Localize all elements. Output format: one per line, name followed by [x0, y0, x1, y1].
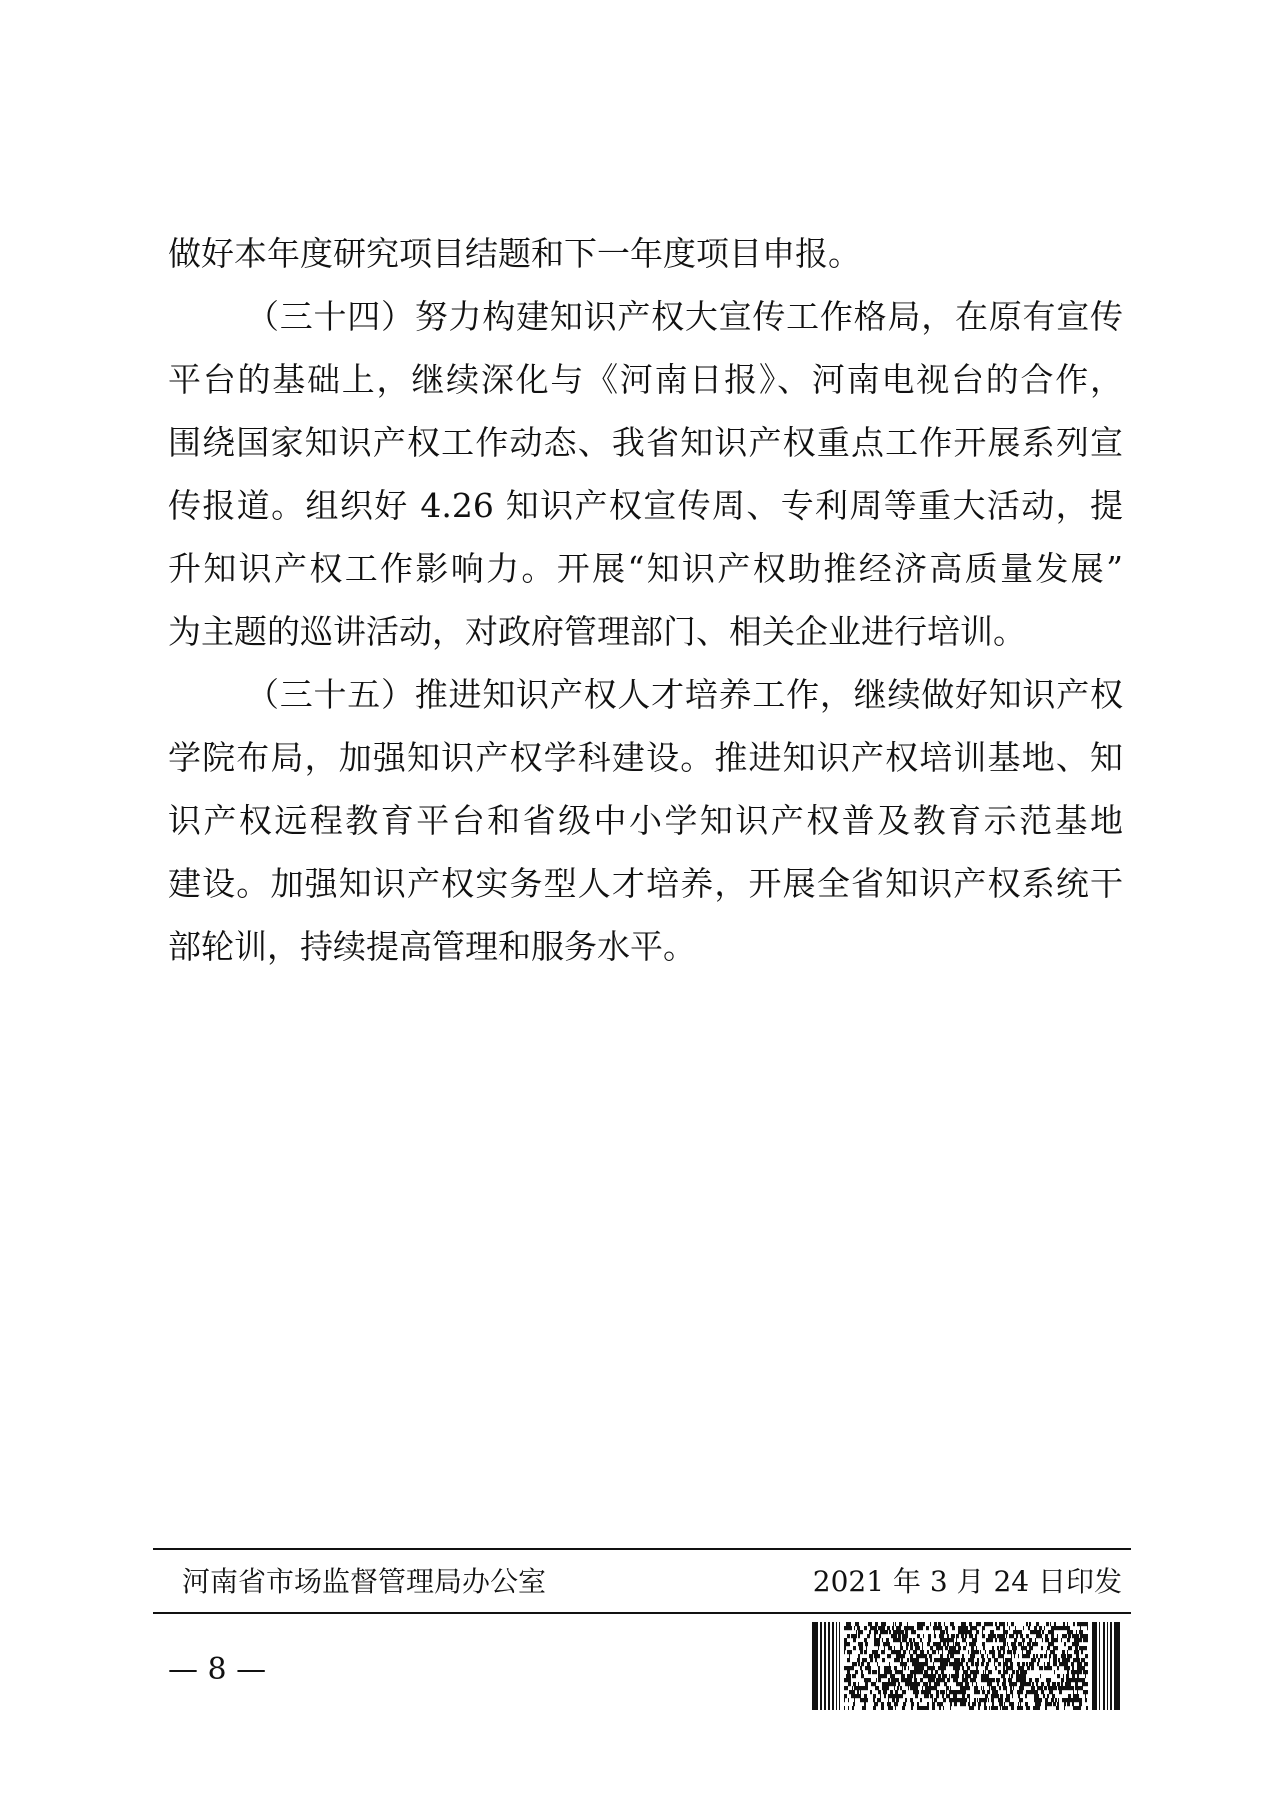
text-line: 部轮训，持续提高管理和服务水平。	[168, 927, 696, 966]
text-line: 为主题的巡讲活动，对政府管理部门、相关企业进行培训。	[168, 612, 1026, 651]
text-line: 建设。加强知识产权实务型人才培养，开展全省知识产权系统干	[168, 864, 1123, 903]
body-text	[168, 222, 1123, 978]
text-line: （三十四）努力构建知识产权大宣传工作格局，在原有宣传	[246, 297, 1123, 336]
text-line: 识产权远程教育平台和省级中小学知识产权普及教育示范基地	[168, 801, 1123, 840]
page-number: — 8 —	[168, 1652, 267, 1687]
issuing-organization: 河南省市场监督管理局办公室	[182, 1565, 547, 1598]
footer-rule-top	[153, 1548, 1131, 1550]
footer-rule-bottom	[153, 1612, 1131, 1614]
pdf417-barcode-icon	[812, 1622, 1120, 1710]
text-line: 围绕国家知识产权工作动态、我省知识产权重点工作开展系列宣	[168, 423, 1123, 462]
text-line: 升知识产权工作影响力。开展“知识产权助推经济高质量发展”	[168, 549, 1123, 588]
text-line: 传报道。组织好 4.26 知识产权宣传周、专利周等重大活动，提	[168, 486, 1123, 525]
text-line: 学院布局，加强知识产权学科建设。推进知识产权培训基地、知	[168, 738, 1123, 777]
text-line: 平台的基础上，继续深化与《河南日报》、河南电视台的合作，	[168, 360, 1123, 399]
text-line: 做好本年度研究项目结题和下一年度项目申报。	[168, 234, 861, 273]
issue-date: 2021 年 3 月 24 日印发	[812, 1565, 1122, 1598]
text-line: （三十五）推进知识产权人才培养工作，继续做好知识产权	[246, 675, 1123, 714]
